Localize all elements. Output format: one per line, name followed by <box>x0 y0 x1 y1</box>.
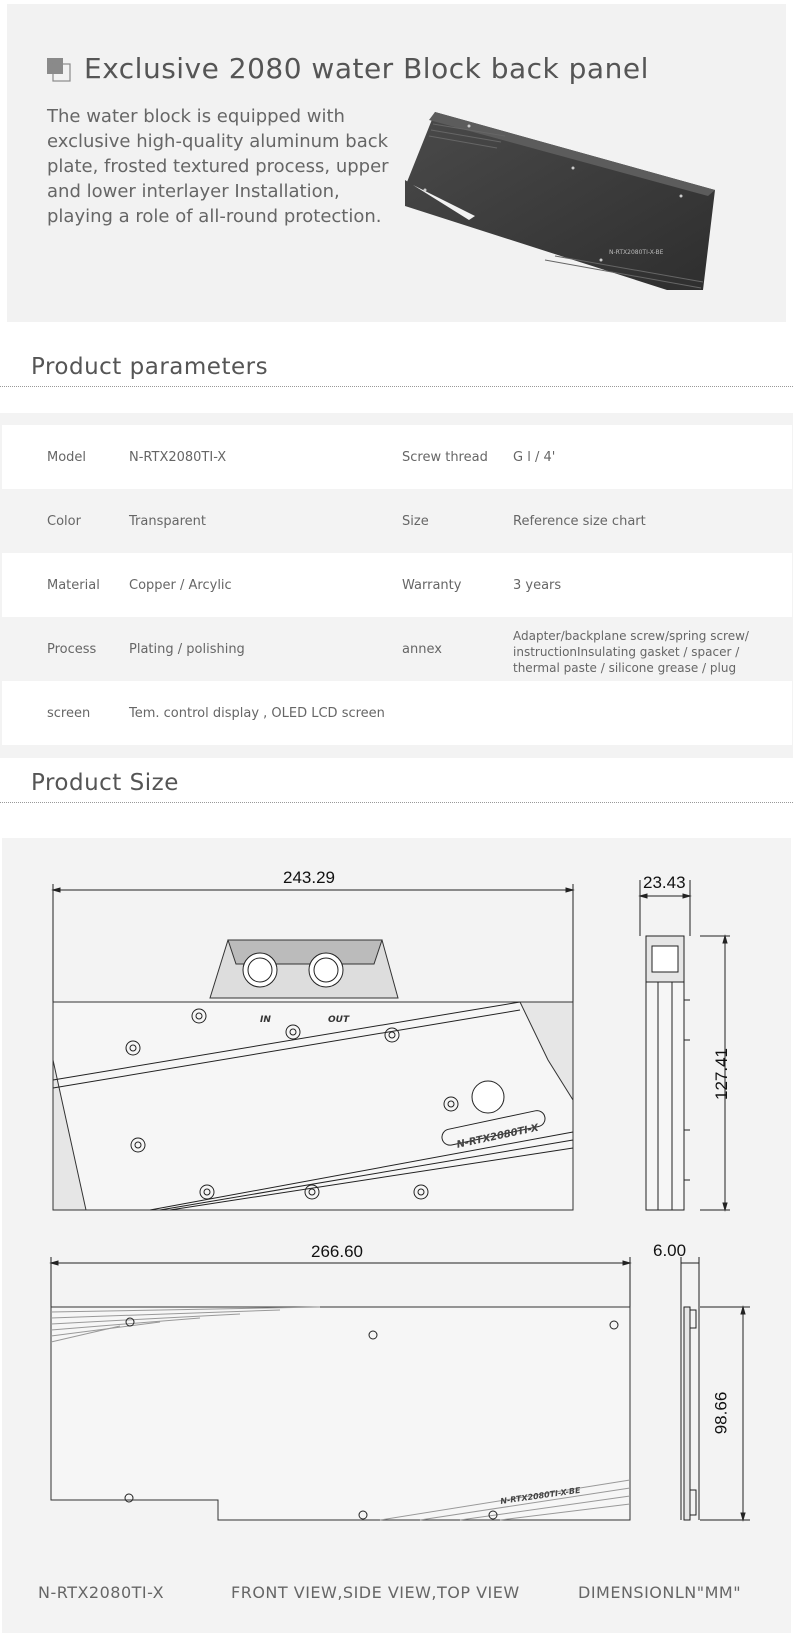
param-label: Size <box>402 513 429 529</box>
svg-text:IN: IN <box>260 1015 271 1025</box>
banner-title: Exclusive 2080 water Block back panel <box>84 52 649 85</box>
param-label: Material <box>47 577 100 593</box>
param-label: annex <box>402 641 442 657</box>
front-height-dimension: 127.41 <box>712 1048 731 1100</box>
back-width-dimension: 266.60 <box>311 1242 363 1261</box>
side-width-dimension: 23.43 <box>643 873 686 892</box>
svg-text:N-RTX2080TI-X: N-RTX2080TI-X <box>455 1122 540 1151</box>
param-label: Color <box>47 513 81 529</box>
param-label: Process <box>47 641 97 657</box>
back-height-dimension: 98.66 <box>711 1391 731 1435</box>
banner-description: The water block is equipped with exclusive high-quality aluminum back plate, frosted textured process, upper and lower interlayer Installation, playing a role of all-round protection. <box>47 106 389 227</box>
param-label: Model <box>47 449 87 465</box>
param-value: G l / 4' <box>513 449 556 465</box>
param-value: Reference size chart <box>513 513 646 529</box>
footer-views: FRONT VIEW,SIDE VIEW,TOP VIEW <box>231 1583 520 1602</box>
param-label: Warranty <box>402 577 462 593</box>
svg-text:N-RTX2080TI-X-BE: N-RTX2080TI-X-BE <box>499 1485 582 1506</box>
footer-units: DIMENSIONLN"MM" <box>578 1583 742 1602</box>
front-width-dimension: 243.29 <box>283 868 335 887</box>
param-value: Copper / Arcylic <box>129 577 232 593</box>
param-value: Tem. control display , OLED LCD screen <box>129 705 385 721</box>
param-label: Screw thread <box>402 449 488 465</box>
parameters-title: Product parameters <box>31 354 269 380</box>
svg-text:OUT: OUT <box>328 1015 350 1025</box>
svg-text:N-RTX2080TI-X-BE: N-RTX2080TI-X-BE <box>609 249 664 256</box>
param-value: Plating / polishing <box>129 641 245 657</box>
param-value: 3 years <box>513 577 562 593</box>
param-value: N-RTX2080TI-X <box>129 449 227 465</box>
size-title: Product Size <box>31 770 179 796</box>
param-value: Transparent <box>129 513 206 529</box>
footer-model: N-RTX2080TI-X <box>38 1583 165 1602</box>
param-value: Adapter/backplane screw/spring screw/ instructionInsulating gasket / spacer / thermal paste / silicone grease / plug <box>513 629 749 675</box>
back-side-width-dimension: 6.00 <box>653 1241 687 1260</box>
param-label: screen <box>47 705 91 721</box>
